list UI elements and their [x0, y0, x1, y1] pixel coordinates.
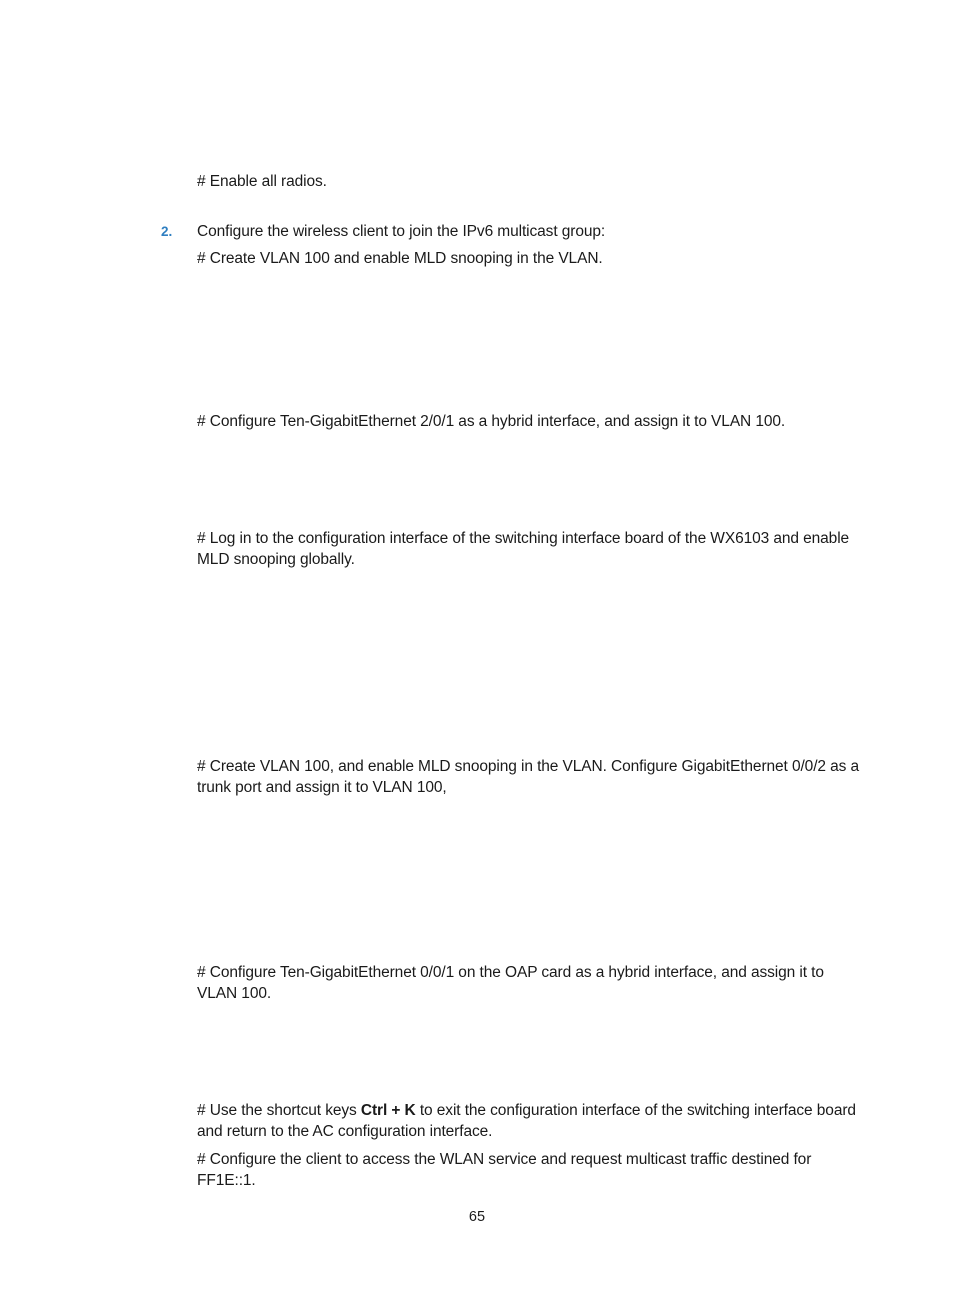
create-vlan-trunk-text: # Create VLAN 100, and enable MLD snooping in the VLAN. Configure GigabitEthernet 0/0/2 as a trunk port and assign it to VLAN 100,: [197, 758, 860, 796]
create-vlan-text: # Create VLAN 100 and enable MLD snooping in the VLAN.: [197, 250, 603, 267]
shortcut-prefix: # Use the shortcut keys: [197, 1102, 361, 1119]
step2-title: Configure the wireless client to join the IPv6 multicast group:: [197, 223, 606, 240]
login-switching-board-text: # Log in to the configuration interface of the switching interface board of the WX6103 and enable MLD snooping globally.: [197, 530, 850, 568]
shortcut-keys-paragraph: [197, 1100, 867, 1142]
configure-ten-gig-001-text: # Configure Ten-GigabitEthernet 0/0/1 on the OAP card as a hybrid interface, and assign it to VLAN 100.: [197, 964, 824, 1002]
shortcut-suffix: to exit the configuration interface of the switching interface board and return to the AC configuration interface.: [197, 1102, 856, 1140]
configure-ten-gig-201-text: # Configure Ten-GigabitEthernet 2/0/1 as a hybrid interface, and assign it to VLAN 100.: [197, 413, 786, 430]
client-access-text: # Configure the client to access the WLAN service and request multicast traffic destined for FF1E::1.: [197, 1151, 812, 1189]
step-number-2: 2.: [161, 224, 173, 239]
enable-radios-text: # Enable all radios.: [197, 173, 327, 190]
page-number: 65: [468, 1209, 486, 1225]
shortcut-keys: Ctrl + K: [360, 1102, 416, 1119]
